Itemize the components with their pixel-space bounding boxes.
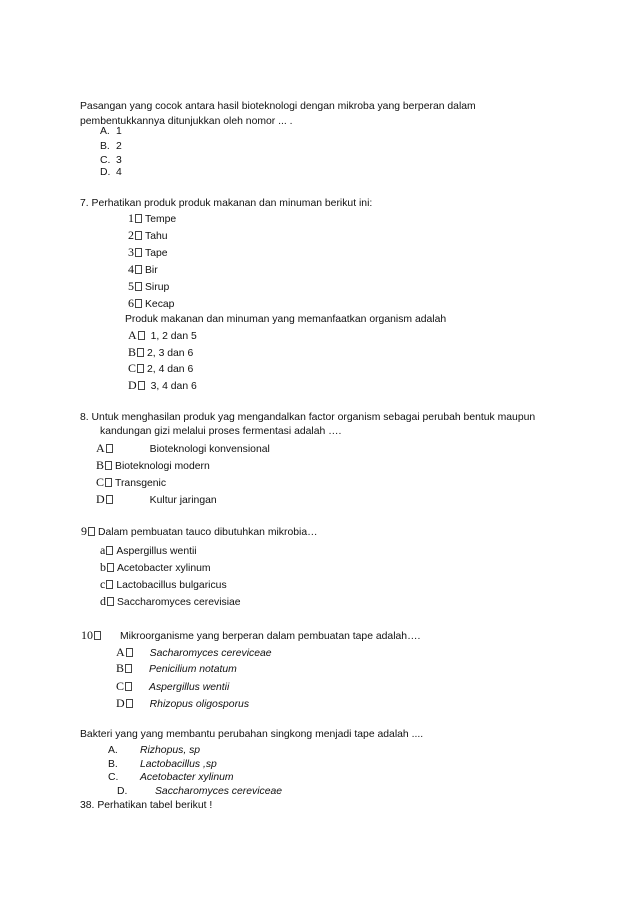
option-letter: B — [116, 661, 125, 675]
option-text: Aspergillus wentii — [116, 546, 197, 557]
item-text: Tempe — [145, 214, 177, 225]
option-letter: D. — [100, 167, 111, 178]
option-text: Rizhopus, sp — [140, 745, 201, 756]
item-text: Sirup — [145, 282, 170, 293]
missing-glyph-box — [105, 461, 112, 470]
option-letter: A — [128, 328, 137, 342]
missing-glyph-box — [107, 563, 114, 572]
q10-option-a — [116, 646, 272, 660]
q7-item — [128, 229, 168, 243]
q7-option-d — [128, 379, 197, 393]
option-letter: A. — [108, 745, 118, 756]
missing-glyph-box — [125, 664, 132, 673]
bakteri-option-d — [117, 785, 282, 798]
q9-option-b — [100, 561, 211, 575]
missing-glyph-box — [138, 331, 145, 340]
option-text: Acetobacter xylinum — [140, 772, 234, 783]
option-text: 1 — [116, 126, 122, 137]
missing-glyph-box — [125, 682, 132, 691]
intro-option-a — [100, 125, 122, 138]
q10-title — [81, 629, 420, 643]
bakteri-option-c — [108, 771, 234, 784]
option-text: Saccharomyces cerevisiae — [117, 597, 241, 608]
option-text: 3, 4 dan 6 — [150, 381, 197, 392]
missing-glyph-box — [94, 631, 101, 640]
option-letter: C. — [100, 155, 111, 166]
q8-option-a — [96, 442, 270, 456]
bakteri-option-a — [108, 744, 200, 757]
q7-item — [128, 263, 158, 277]
intro-question-line-1: Pasangan yang cocok antara hasil bioteknologi dengan mikroba yang berperan dalam — [80, 101, 476, 112]
option-letter: A. — [100, 126, 110, 137]
option-text: Bioteknologi modern — [115, 461, 210, 472]
option-text: Saccharomyces cereviceae — [155, 786, 283, 797]
missing-glyph-box — [126, 699, 133, 708]
item-text: Kecap — [145, 299, 175, 310]
q8-option-c — [96, 476, 166, 490]
option-letter: C — [116, 679, 125, 693]
option-text: 4 — [116, 167, 122, 178]
option-letter: C — [128, 361, 137, 375]
question-number: 10 — [81, 628, 93, 642]
missing-glyph-box — [105, 478, 112, 487]
q7-item — [128, 280, 169, 294]
q8-line-2: kandungan gizi melalui proses fermentasi adalah …. — [100, 426, 342, 437]
item-number: 2 — [128, 228, 134, 242]
option-letter: C. — [108, 772, 119, 783]
intro-option-d — [100, 166, 122, 179]
q9-title — [81, 525, 317, 539]
option-text: Aspergillus wentii — [149, 682, 230, 693]
missing-glyph-box — [135, 265, 142, 274]
q8-line-1: 8. Untuk menghasilan produk yag mengandalkan factor organism sebagai perubah bentuk maupun — [80, 412, 536, 423]
option-text: Bioteknologi konvensional — [149, 444, 270, 455]
option-text: 3 — [116, 155, 122, 166]
option-letter: D. — [117, 786, 128, 797]
option-letter: D — [116, 696, 125, 710]
option-text: Acetobacter xylinum — [117, 563, 211, 574]
option-text: Rhizopus oligosporus — [149, 699, 250, 710]
q7-item — [128, 297, 174, 311]
item-number: 1 — [128, 211, 134, 225]
option-letter: D — [128, 378, 137, 392]
q7-item — [128, 246, 168, 260]
option-letter: a — [100, 543, 106, 557]
missing-glyph-box — [135, 248, 142, 257]
option-text: Sacharomyces cereviceae — [149, 648, 272, 659]
missing-glyph-box — [137, 364, 144, 373]
option-letter: B. — [108, 759, 118, 770]
option-letter: B. — [100, 141, 110, 152]
intro-question-line-2: pembentukkannya ditunjukkan oleh nomor ... . — [80, 116, 293, 127]
q7-question: Produk makanan dan minuman yang memanfaatkan organism adalah — [125, 314, 447, 325]
item-number: 4 — [128, 262, 134, 276]
q7-item — [128, 212, 176, 226]
option-letter: C — [96, 475, 105, 489]
missing-glyph-box — [135, 299, 142, 308]
option-text: Penicilium notatum — [149, 664, 237, 675]
option-letter: B — [128, 345, 137, 359]
option-letter: A — [96, 441, 105, 455]
missing-glyph-box — [135, 214, 142, 223]
q10-option-c — [116, 680, 229, 694]
option-letter: B — [96, 458, 105, 472]
q10-option-b — [116, 662, 237, 676]
missing-glyph-box — [137, 348, 144, 357]
option-letter: d — [100, 594, 106, 608]
q10-option-d — [116, 697, 249, 711]
item-text: Tahu — [145, 231, 168, 242]
question-text: Dalam pembuatan tauco dibutuhkan mikrobia… — [98, 527, 318, 538]
option-text: 2, 4 dan 6 — [147, 364, 194, 375]
q9-option-c — [100, 578, 227, 592]
missing-glyph-box — [106, 495, 113, 504]
option-letter: A — [116, 645, 125, 659]
q7-option-c — [128, 362, 193, 376]
option-text: 2, 3 dan 6 — [147, 348, 194, 359]
q9-option-a — [100, 544, 197, 558]
item-text: Tape — [145, 248, 168, 259]
option-letter: D — [96, 492, 105, 506]
item-text: Bir — [145, 265, 158, 276]
missing-glyph-box — [107, 597, 114, 606]
item-number: 3 — [128, 245, 134, 259]
option-text: 2 — [116, 141, 122, 152]
bakteri-question-title: Bakteri yang yang membantu perubahan singkong menjadi tape adalah .... — [80, 729, 424, 740]
bakteri-option-b — [108, 758, 217, 771]
q9-option-d — [100, 595, 241, 609]
missing-glyph-box — [106, 444, 113, 453]
missing-glyph-box — [106, 546, 113, 555]
missing-glyph-box — [106, 580, 113, 589]
q8-option-b — [96, 459, 210, 473]
option-text: 1, 2 dan 5 — [150, 331, 197, 342]
missing-glyph-box — [135, 282, 142, 291]
missing-glyph-box — [88, 527, 95, 536]
q7-title: 7. Perhatikan produk produk makanan dan minuman berikut ini: — [80, 198, 373, 209]
question-text: Mikroorganisme yang berperan dalam pembuatan tape adalah…. — [120, 631, 421, 642]
q38-title: 38. Perhatikan tabel berikut ! — [80, 800, 213, 811]
option-letter: c — [100, 577, 106, 591]
intro-option-b — [100, 140, 122, 153]
option-text: Lactobacillus ,sp — [140, 759, 217, 770]
option-text: Kultur jaringan — [149, 495, 217, 506]
missing-glyph-box — [138, 381, 145, 390]
question-number: 9 — [81, 524, 87, 538]
item-number: 5 — [128, 279, 134, 293]
option-text: Transgenic — [115, 478, 167, 489]
q7-option-b — [128, 346, 193, 360]
option-text: Lactobacillus bulgaricus — [116, 580, 227, 591]
q7-option-a — [128, 329, 197, 343]
item-number: 6 — [128, 296, 134, 310]
option-letter: b — [100, 560, 106, 574]
missing-glyph-box — [126, 648, 133, 657]
q8-option-d — [96, 493, 217, 507]
missing-glyph-box — [135, 231, 142, 240]
